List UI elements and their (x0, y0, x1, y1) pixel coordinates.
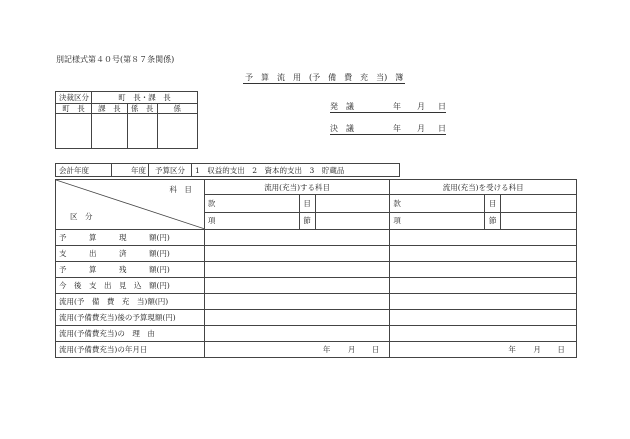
row-shishutsu-zumi: 支 出 済 額(円) (56, 246, 205, 262)
row-nengappi: 流用(予備費充当)の年月日 (56, 342, 205, 358)
to-moku-label: 目 (485, 195, 501, 212)
to-value-cell (390, 310, 577, 326)
to-date-day: 日 (557, 345, 565, 354)
from-value-cell (204, 230, 390, 246)
approval-table (55, 91, 198, 149)
from-date-month: 月 (347, 345, 356, 354)
budget-table (55, 179, 577, 358)
to-date-cell (390, 342, 577, 358)
form-reference: 別記様式第４０号(第８７条関係) (56, 55, 175, 64)
to-value-cell (390, 246, 577, 262)
kettei-day: 日 (438, 124, 446, 133)
fiscal-year-label: 会計年度 (56, 164, 112, 177)
page-title: 予 算 流 用 (予 備 費 充 当) 簿 (245, 73, 404, 82)
header-corner-cell (56, 180, 205, 230)
from-moku-value (315, 195, 390, 212)
from-account-header: 流用(充当)する科目 (204, 180, 390, 195)
from-value-cell (204, 326, 390, 342)
from-date-year: 年 (322, 345, 331, 354)
from-value-cell (204, 262, 390, 278)
to-value-cell (390, 278, 577, 294)
approval-col-kakari: 係 (157, 104, 197, 114)
budget-kubun-label: 予算区分 (149, 164, 192, 177)
row-kongo-mikomi: 今 後 支 出 見 込 額(円) (56, 278, 205, 294)
row-ryuyou-go-genkaku: 流用(予備費充当)後の予算現額(円) (56, 310, 205, 326)
from-moku-label: 目 (299, 195, 315, 212)
kessai-kubun-label: 決裁区分 (56, 92, 92, 104)
kettei-date-line (330, 124, 446, 135)
to-value-cell (390, 294, 577, 310)
kessai-kubun-value: 町 長・課 長 (91, 92, 197, 104)
to-value-cell (390, 326, 577, 342)
stamp-box-kakari (157, 114, 197, 149)
row-yosan-zan: 予 算 残 額(円) (56, 262, 205, 278)
approval-col-kakarichou: 係 長 (127, 104, 157, 114)
to-kou-label: 項 (390, 212, 485, 229)
stamp-box-kachou (91, 114, 127, 149)
to-setsu-value (501, 212, 577, 229)
nendo-field: 年度 (112, 164, 149, 177)
kettei-year: 年 (393, 124, 401, 133)
from-kou-label: 項 (204, 212, 299, 229)
kettei-month: 月 (417, 124, 425, 133)
from-date-day: 日 (371, 345, 380, 354)
to-kan-label: 款 (390, 195, 485, 212)
row-yosan-genkaku: 予 算 現 額(円) (56, 230, 205, 246)
to-date-year: 年 (508, 345, 516, 354)
approval-col-kachou: 課 長 (91, 104, 127, 114)
to-setsu-label: 節 (485, 212, 501, 229)
stamp-box-chou (56, 114, 92, 149)
to-value-cell (390, 230, 577, 246)
kubun-label: 区 分 (70, 212, 93, 221)
stamp-box-kakarichou (127, 114, 157, 149)
hatsugi-date-line (330, 102, 446, 113)
approval-col-chou: 町 長 (56, 104, 92, 114)
from-setsu-label: 節 (299, 212, 315, 229)
to-moku-value (501, 195, 577, 212)
hatsugi-day: 日 (438, 102, 446, 111)
budget-kubun-options: 1 収益的支出 2 資本的支出 3 貯蔵品 (192, 164, 400, 177)
from-date-cell (204, 342, 390, 358)
kamoku-label: 科 目 (169, 185, 192, 194)
kettei-label: 決 議 (330, 124, 354, 133)
row-riyuu: 流用(予備費充当)の 理 由 (56, 326, 205, 342)
hatsugi-year: 年 (393, 102, 401, 111)
from-kan-label: 款 (204, 195, 299, 212)
hatsugi-month: 月 (417, 102, 425, 111)
info-table (55, 163, 400, 177)
to-date-month: 月 (533, 345, 541, 354)
to-value-cell (390, 262, 577, 278)
to-account-header: 流用(充当)を受ける科目 (390, 180, 577, 195)
row-ryuyou-gaku: 流用(予 備 費 充 当)額(円) (56, 294, 205, 310)
hatsugi-label: 発 議 (330, 102, 354, 111)
from-setsu-value (315, 212, 390, 229)
from-value-cell (204, 246, 390, 262)
from-value-cell (204, 278, 390, 294)
from-value-cell (204, 310, 390, 326)
from-value-cell (204, 294, 390, 310)
